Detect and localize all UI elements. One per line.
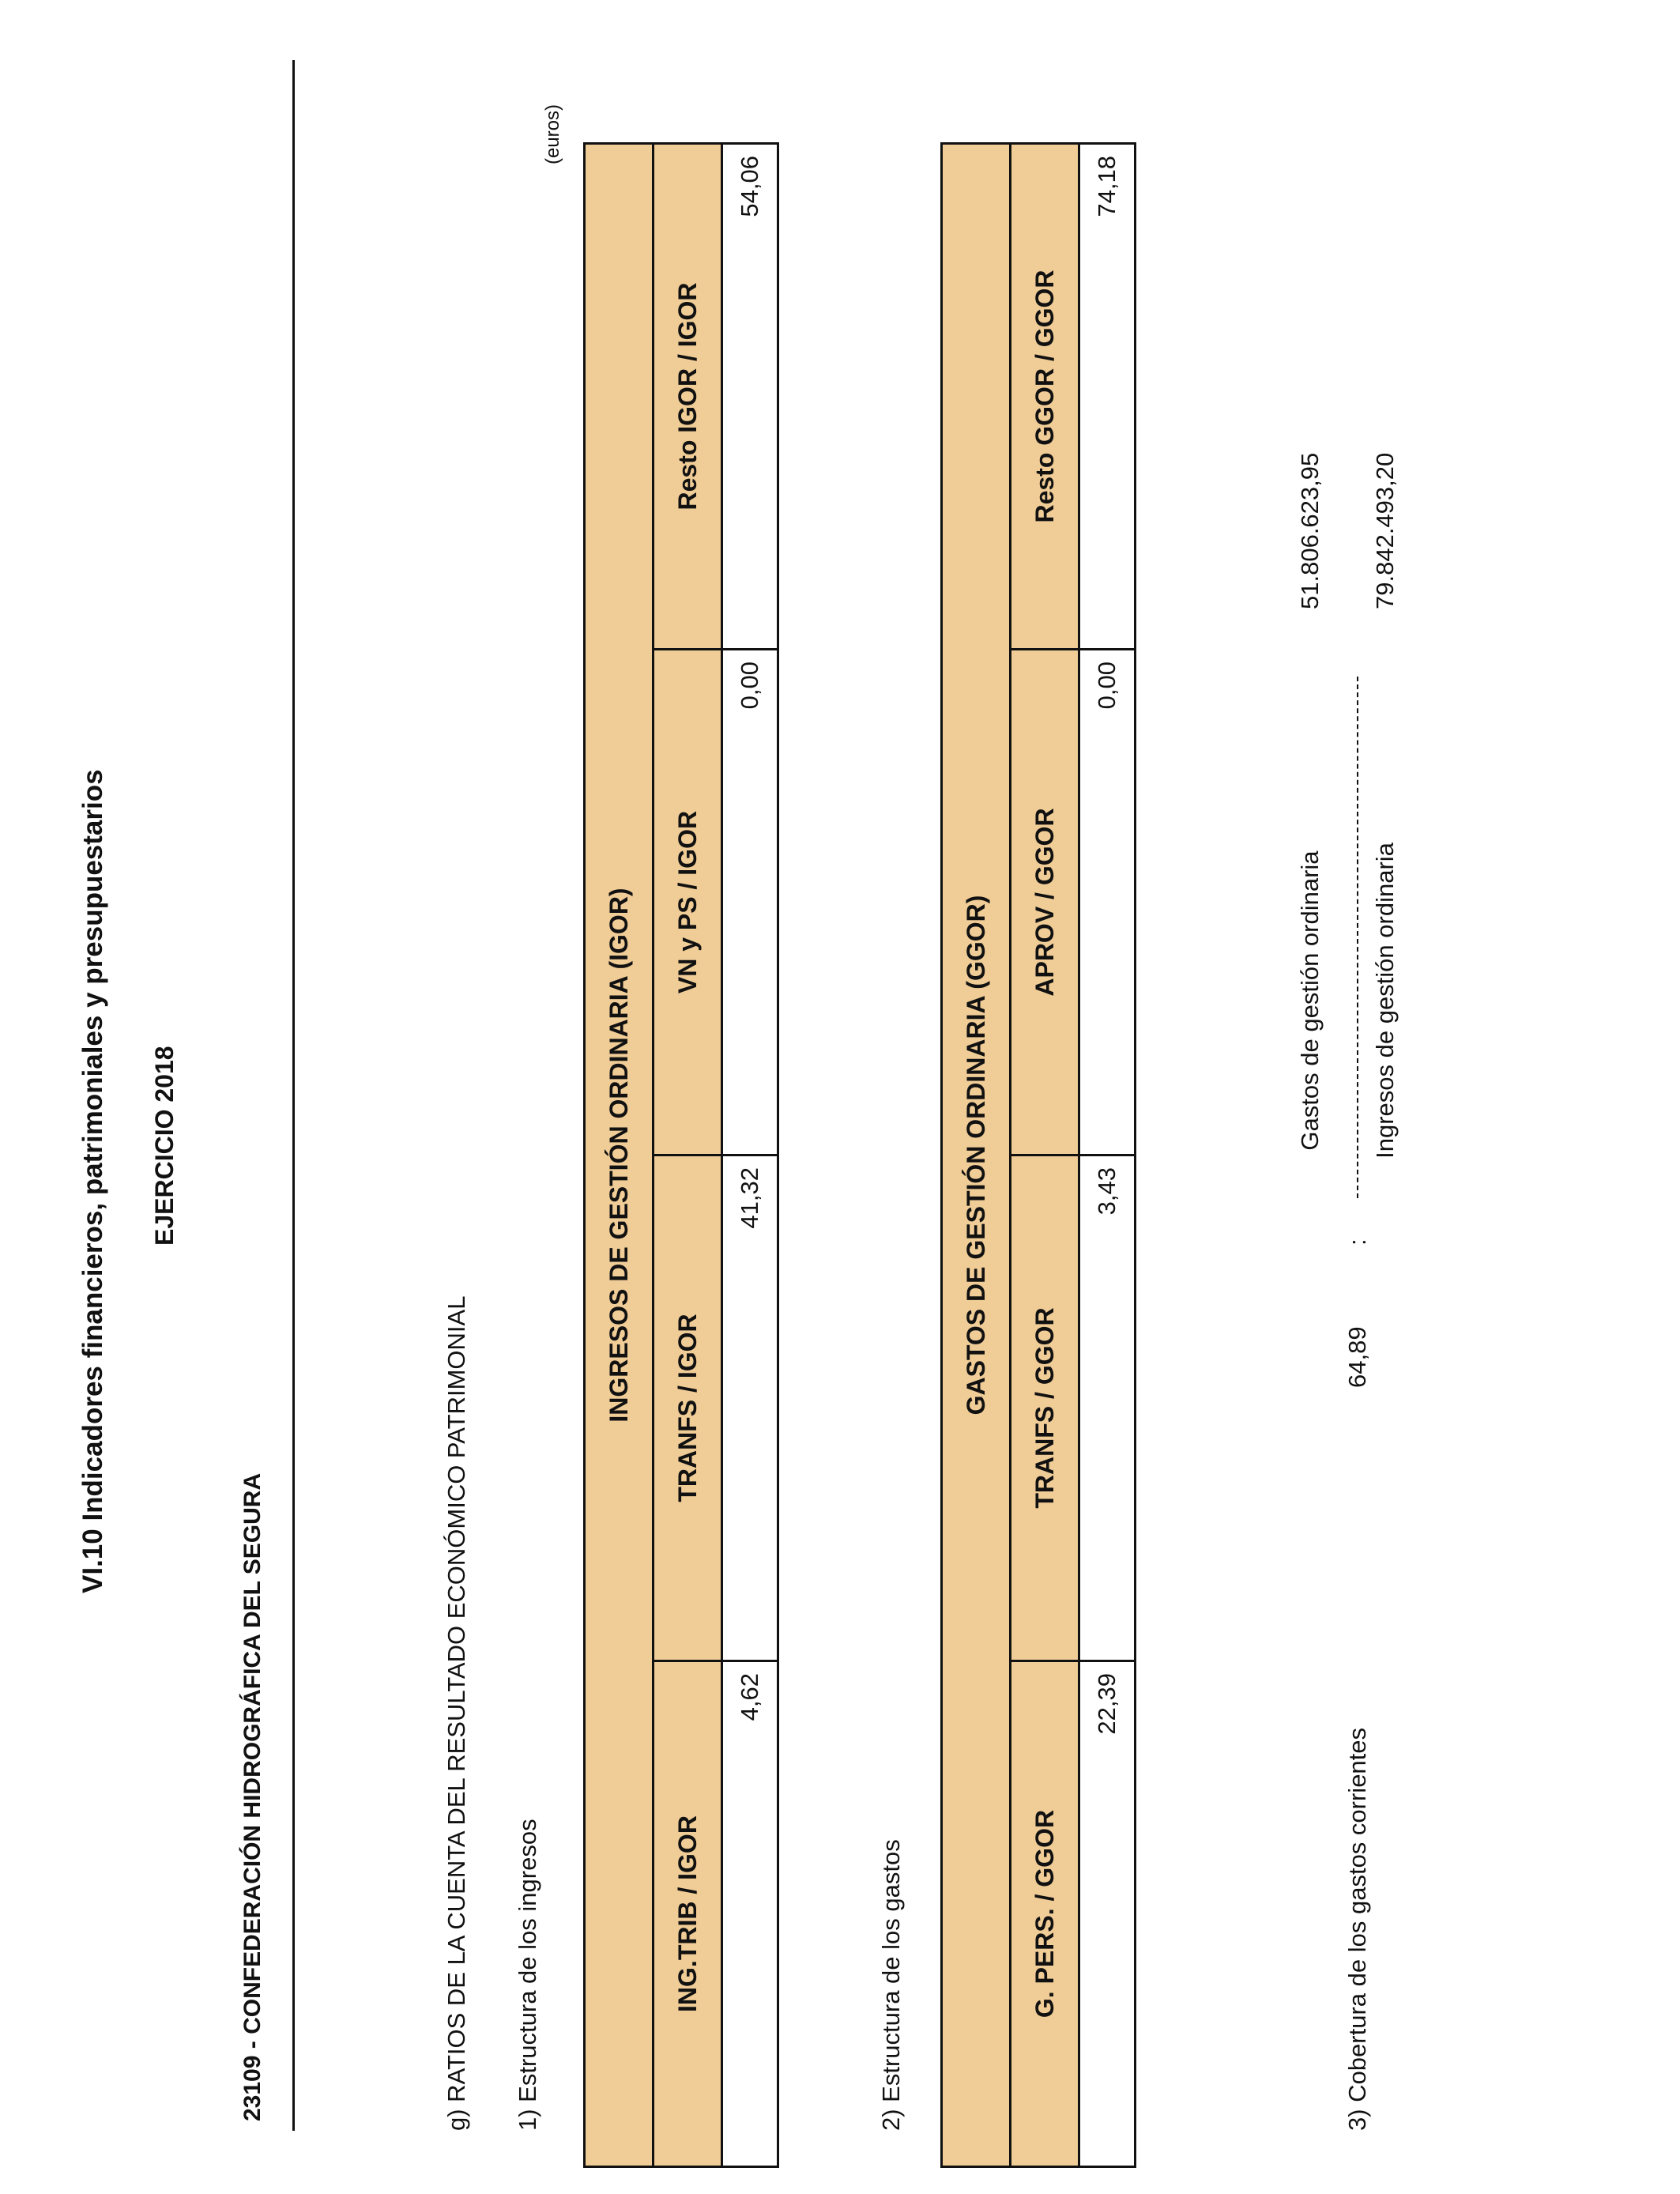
ingresos-col-header: TRANFS / IGOR [654,1155,722,1661]
fraction-dashed-line [1357,677,1358,1198]
gastos-value: 0,00 [1079,650,1136,1155]
numerator-value: 51.806.623,95 [1296,452,1324,609]
denominator-label: Ingresos de gestión ordinaria [1371,843,1399,1159]
numerator-label: Gastos de gestión ordinaria [1296,850,1324,1151]
ingresos-value: 41,32 [722,1155,778,1661]
ingresos-col-header: Resto IGOR / IGOR [654,144,722,650]
entity-name: 23109 - CONFEDERACIÓN HIDROGRÁFICA DEL SEGURA [239,1472,266,2121]
denominator-value: 79.842.493,20 [1371,452,1399,609]
ingresos-value: 4,62 [722,1661,778,2167]
ingresos-table [583,142,779,2168]
gastos-col-header: APROV / GGOR [1011,650,1079,1155]
cobertura-value: 64,89 [1343,1326,1371,1388]
ingresos-value: 54,06 [722,144,778,650]
gastos-section-label: 2) Estructura de los gastos [877,1839,905,2131]
ingresos-group-header: INGRESOS DE GESTIÓN ORDINARIA (IGOR) [585,144,654,2167]
gastos-group-header: GASTOS DE GESTIÓN ORDINARIA (GGOR) [942,144,1011,2167]
ingresos-col-header: VN y PS / IGOR [654,650,722,1155]
gastos-value: 22,39 [1079,1661,1136,2167]
ingresos-value: 0,00 [722,650,778,1155]
ingresos-section-label: 1) Estructura de los ingresos [514,1819,541,2131]
page-title: VI.10 Indicadores financieros, patrimoniales y presupuestarios [77,769,108,1593]
header-rule [292,60,295,2131]
cobertura-label: 3) Cobertura de los gastos corrientes [1343,1727,1371,2131]
section-g-title: g) RATIOS DE LA CUENTA DEL RESULTADO ECONÓMICO PATRIMONIAL [443,1295,470,2131]
gastos-value: 74,18 [1079,144,1136,650]
gastos-table [940,142,1136,2168]
gastos-value: 3,43 [1079,1155,1136,1661]
gastos-col-header: TRANFS / GGOR [1011,1155,1079,1661]
exercise-label: EJERCICIO 2018 [150,1046,179,1246]
cobertura-colon: : [1343,1238,1371,1246]
ingresos-col-header: ING.TRIB / IGOR [654,1661,722,2167]
gastos-col-header: Resto GGOR / GGOR [1011,144,1079,650]
gastos-col-header: G. PERS. / GGOR [1011,1661,1079,2167]
units-label: (euros) [542,104,563,164]
